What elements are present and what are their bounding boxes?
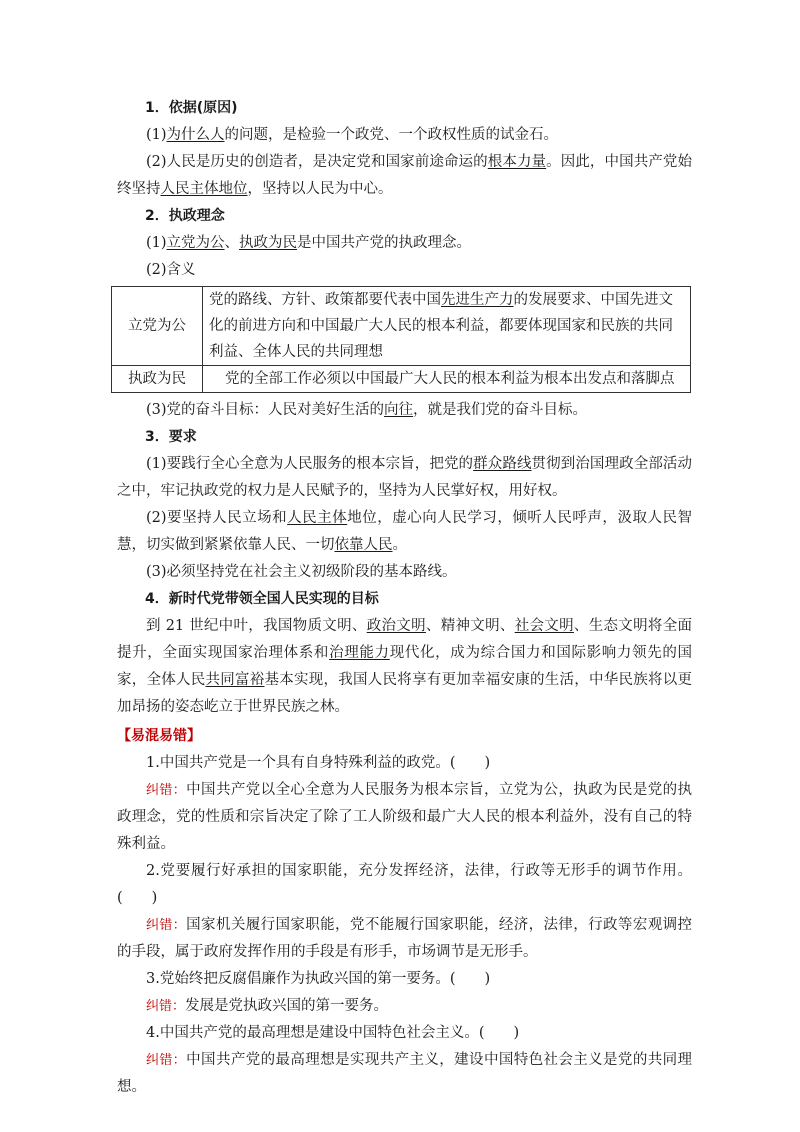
underlined-term: 依靠人民 <box>334 537 393 553</box>
confusion-item-3 <box>117 966 692 1020</box>
section-2-para-3: (3)党的奋斗目标：人民对美好生活的向往，就是我们党的奋斗目标。 <box>146 402 588 418</box>
text-run: 。因此，中国共产党始终坚持 <box>117 154 693 197</box>
text-run: 、生态文明将全面提升，全面实现国家治理体系和 <box>117 618 693 661</box>
section-3-para-2: (2)要坚持人民立场和人民主体地位，虚心向人民学习，倾听人民呼声，汲取人民智慧，切实做到紧紧依靠人民、一切依靠人民。 <box>117 510 693 553</box>
correction-tag: 纠错： <box>146 783 187 798</box>
correction-tag: 纠错： <box>146 1053 187 1068</box>
text-run: 现代化，成为综合国力和国际影响力领先的国家，全体人民 <box>117 645 693 688</box>
text-run: ，坚持以人民为中心。 <box>247 181 393 197</box>
underlined-term: 向往 <box>384 402 414 418</box>
confusion-question: 1.中国共产党是一个具有自身特殊利益的政党。( ) <box>146 755 491 771</box>
table-row-label: 执政为民 <box>112 366 203 393</box>
text-run: 基本实现，我国人民将享有更加幸福安康的生活，中华民族将以更加昂扬的姿态屹立于世界民族之林。 <box>117 672 692 715</box>
table-row-text: 党的路线、方针、政策都要代表中国先进生产力的发展要求、中国先进文化的前进方向和中国最广大人民的根本利益，都要体现国家和民族的共同利益、全体人民的共同理想 <box>203 287 691 366</box>
correction-tag: 纠错： <box>146 918 187 933</box>
underlined-term: 人民主体地位 <box>160 181 248 197</box>
underlined-term: 人民主体 <box>287 510 348 526</box>
section-4-para-1 <box>117 613 692 721</box>
underlined-term: 先进生产力 <box>441 292 514 308</box>
underlined-term: 根本力量 <box>487 154 547 170</box>
text-run: 到 21 世纪中叶，我国物质文明、 <box>146 618 367 634</box>
underlined-term: 执政为民 <box>239 235 298 251</box>
confusion-question: 2.党要履行好承担的国家职能，充分发挥经济，法律，行政等无形手的调节作用。( ) <box>117 863 692 906</box>
section-1-para-2 <box>117 149 692 203</box>
confusion-correction: 纠错：中国共产党以全心全意为人民服务为根本宗旨，立党为公，执政为民是党的执政理念，党的性质和宗旨决定了除了工人阶级和最广大人民的根本利益外，没有自己的特殊利益。 <box>117 782 692 852</box>
underlined-term: 立党为公 <box>166 235 225 251</box>
confusion-correction: 纠错：国家机关履行国家职能，党不能履行国家职能，经济，法律，行政等宏观调控的手段，属于政府发挥作用的手段是有形手，市场调节是无形手。 <box>117 917 692 960</box>
section-2-para-1: (1)立党为公、执政为民是中国共产党的执政理念。 <box>146 235 472 251</box>
table-row <box>112 366 691 393</box>
text-run: 、精神文明、 <box>425 618 515 634</box>
document-content <box>117 95 692 1101</box>
underlined-term: 为什么人 <box>166 127 225 143</box>
underlined-term: 治理能力 <box>329 645 390 661</box>
table-row <box>112 287 691 366</box>
table-row-text: 党的全部工作必须以中国最广大人民的根本利益为根本出发点和落脚点 <box>203 366 691 393</box>
underlined-term: 群众路线 <box>473 456 532 472</box>
confusion-item-4 <box>117 1020 692 1101</box>
confusion-heading: 【易混易错】 <box>117 728 201 744</box>
section-1-heading: 1．依据(原因) <box>145 100 238 116</box>
definition-table <box>111 286 691 393</box>
confusion-correction: 纠错：中国共产党的最高理想是实现共产主义，建设中国特色社会主义是党的共同理想。 <box>117 1052 692 1095</box>
confusion-item-2 <box>117 858 692 966</box>
section-2-heading: 2．执政理念 <box>145 208 225 224</box>
table-row-label: 立党为公 <box>112 287 203 366</box>
underlined-term: 共同富裕 <box>205 672 265 688</box>
confusion-correction: 纠错：发展是党执政兴国的第一要务。 <box>146 998 389 1014</box>
section-2-para-2: (2)含义 <box>146 262 196 278</box>
section-3-para-1: (1)要践行全心全意为人民服务的根本宗旨，把党的群众路线贯彻到治国理政全部活动之中，牢记执政党的权力是人民赋予的，坚持为人民掌好权，用好权。 <box>117 456 693 499</box>
section-3-heading: 3．要求 <box>145 429 197 445</box>
section-3-para-3: (3)必须坚持党在社会主义初级阶段的基本路线。 <box>146 564 457 580</box>
section-1-para-1: (1)为什么人的问题，是检验一个政党、一个政权性质的试金石。 <box>146 127 559 143</box>
text-run: (2)人民是历史的创造者，是决定党和国家前途命运的 <box>146 154 488 170</box>
underlined-term: 社会文明 <box>514 618 574 634</box>
section-4-heading: 4．新时代党带领全国人民实现的目标 <box>145 591 379 607</box>
confusion-question: 3.党始终把反腐倡廉作为执政兴国的第一要务。( ) <box>146 971 491 987</box>
confusion-question: 4.中国共产党的最高理想是建设中国特色社会主义。( ) <box>146 1025 520 1041</box>
correction-tag: 纠错： <box>146 999 186 1014</box>
confusion-item-1 <box>117 750 692 858</box>
underlined-term: 政治文明 <box>366 618 426 634</box>
